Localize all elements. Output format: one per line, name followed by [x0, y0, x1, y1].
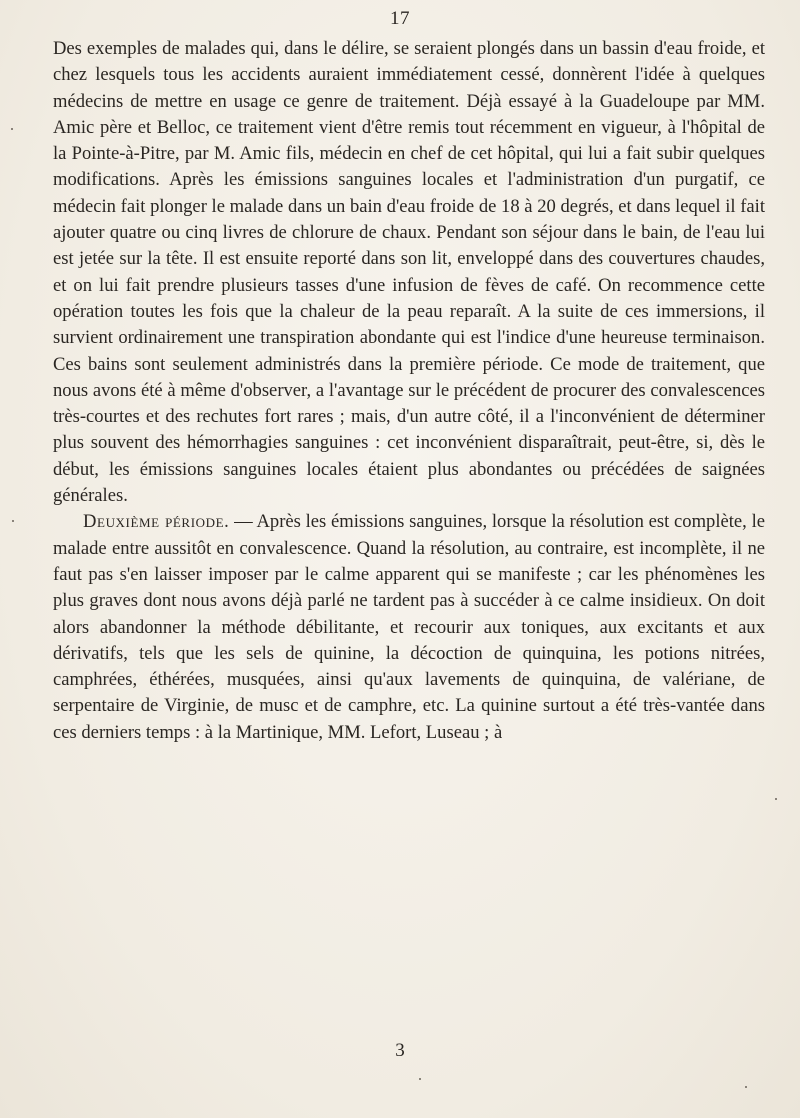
paragraph-second-period	[53, 509, 765, 746]
paragraph-second-period-text: — Après les émissions sanguines, lorsque la résolution est complète, le malade entre aussitôt en convalescence. Quand la résolution, au contraire, est incomplète, il ne faut pas s'en laisser imposer par le calme apparent qui se manifeste ; car les phénomènes les plus graves dont nous avons déjà parlé ne tardent pas à succéder à ce calme insidieux. On doit alors abandonner la méthode débilitante, et recourir aux toniques, aux excitants et aux dérivatifs, tels que les sels de quinine, la décoction de quinquina, les potions nitrées, camphrées, éthérées, musquées, ainsi qu'aux lavements de quinquina, de valériane, de serpentaire de Virginie, de musc et de camphre, etc. La quinine surtout a été très-vantée dans ces derniers temps : à la Martinique, MM. Lefort, Luseau ; à	[53, 511, 765, 743]
section-heading-second-period: Deuxième période.	[83, 511, 230, 533]
page-number: 17	[390, 8, 410, 29]
paper-speck	[11, 128, 13, 130]
paragraph-cold-bath-treatment: Des exemples de malades qui, dans le délire, se seraient plongés dans un bassin d'eau froide, et chez lesquels tous les accidents auraient immédiatement cessé, donnèrent l'idée à quelques médecins de mettre en usage ce genre de traitement. Déjà essayé à la Guadeloupe par MM. Amic père et Belloc, ce traitement vient d'être remis tout récemment en vigueur, à l'hôpital de la Pointe-à-Pitre, par M. Amic fils, médecin en chef de cet hôpital, qui lui a fait subir quelques modifications. Après les émissions sanguines locales et l'administration d'un purgatif, ce médecin fait plonger le malade dans un bain d'eau froide de 18 à 20 degrés, et dans lequel il fait ajouter quatre ou cinq livres de chlorure de chaux. Pendant son séjour dans le bain, de l'eau lui est jetée sur la tête. Il est ensuite reporté dans son lit, enveloppé dans des couvertures chaudes, et on lui fait prendre plusieurs tasses d'une infusion de fèves de café. On recommence cette opération toutes les fois que la chaleur de la peau reparaît. A la suite de ces immersions, il survient ordinairement une transpiration abondante qui est l'indice d'une heureuse terminaison. Ces bains sont seulement administrés dans la première période. Ce mode de traitement, que nous avons été à même d'observer, a l'avantage sur le précédent de procurer des convalescences très-courtes et des rechutes fort rares ; mais, d'un autre côté, il a l'inconvénient de déterminer plus souvent des hémorrhagies sanguines : cet inconvénient disparaîtrait, peut-être, si, dès le début, les émissions sanguines locales étaient plus abondantes ou précédées de saignées générales.	[53, 38, 765, 507]
paper-speck	[419, 1078, 421, 1080]
body-text	[53, 36, 765, 746]
paper-speck	[775, 798, 777, 800]
signature-mark: 3	[395, 1040, 405, 1061]
paper-speck	[12, 520, 14, 522]
paper-speck	[745, 1086, 747, 1088]
